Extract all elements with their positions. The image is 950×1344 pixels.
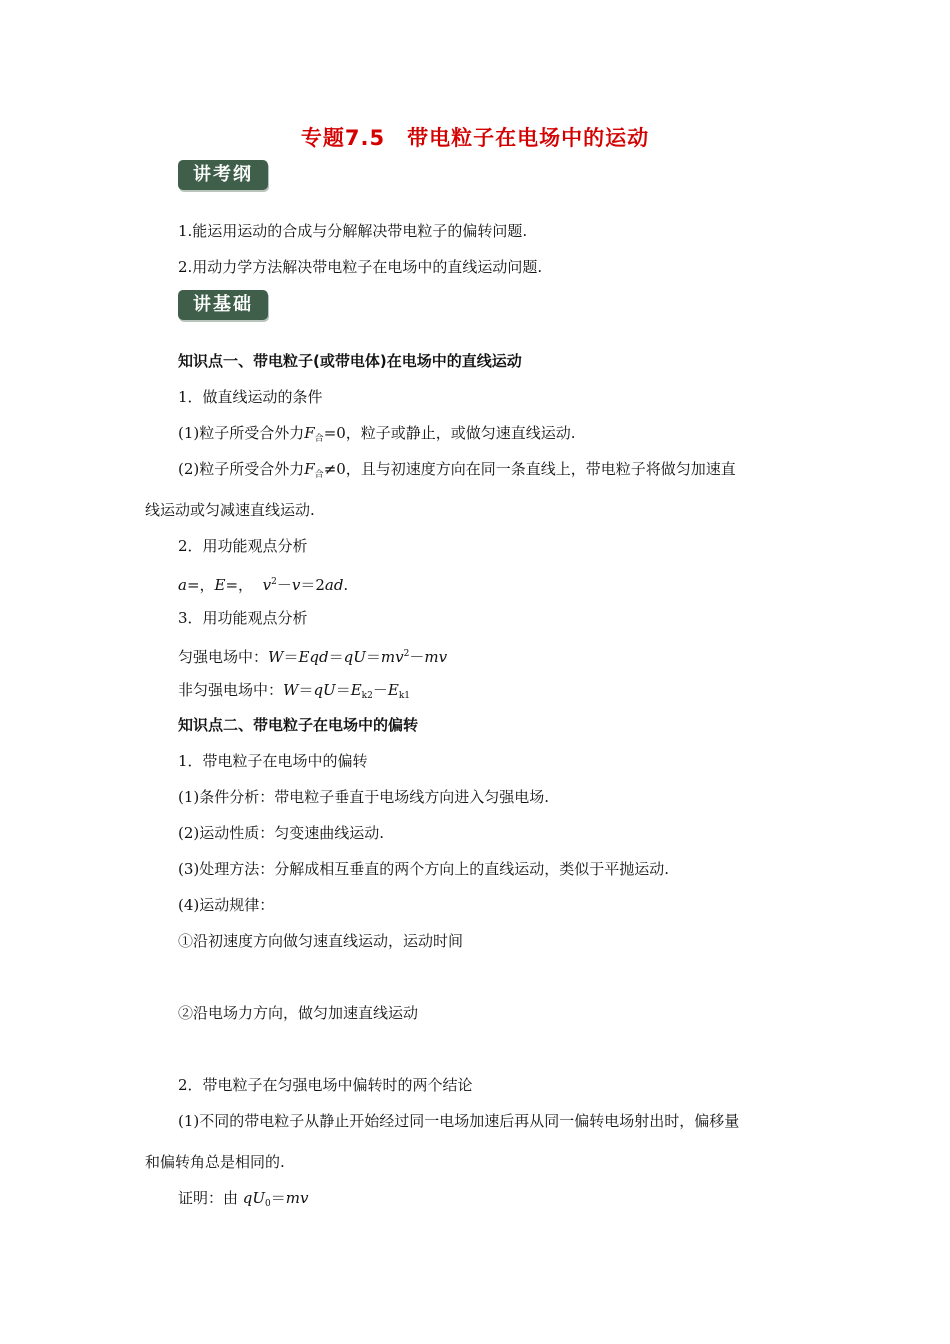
eq: ad	[324, 576, 344, 594]
kaogang-item-1: 1.能运用运动的合成与分解解决带电粒子的偏转问题.	[178, 222, 528, 240]
kp2-rule-2: ②沿电场力方向，做匀加速直线运动	[178, 1004, 419, 1022]
kp1-condition-1	[178, 423, 576, 449]
eq: a	[178, 576, 187, 594]
eq: v	[291, 576, 301, 594]
eq: E	[214, 576, 226, 594]
kp2-subheading-2: 2．带电粒子在匀强电场中偏转时的两个结论	[178, 1076, 473, 1094]
kp2-item-1: (1)条件分析：带电粒子垂直于电场线方向进入匀强电场.	[178, 788, 550, 806]
eq: W	[268, 648, 284, 666]
symbol-F: F	[304, 424, 315, 442]
eq: E	[387, 681, 399, 699]
text: ≠0，且与初速度方向在同一条直线上，带电粒子将做匀加速直	[323, 460, 736, 478]
page-title: 专题7.5 带电粒子在电场中的运动	[300, 126, 650, 150]
eq: －	[409, 648, 425, 666]
superscript-2: 2	[271, 577, 277, 587]
kp1-condition-2	[178, 459, 736, 485]
eq: qU	[343, 648, 366, 666]
section-badge-kaogang: 讲考纲	[178, 160, 268, 190]
eq: ＝	[365, 648, 381, 666]
subscript-k2: k2	[361, 691, 373, 701]
eq: mv	[380, 648, 404, 666]
kp1-uniform-field	[178, 644, 447, 667]
eq: =，	[186, 576, 215, 594]
eq: Eqd	[298, 648, 329, 666]
eq: ＝	[270, 1189, 286, 1207]
kaogang-item-2: 2.用动力学方法解决带电粒子在电场中的直线运动问题.	[178, 258, 543, 276]
label: 匀强电场中：	[178, 648, 269, 666]
kp1-condition-2-cont: 线运动或匀减速直线运动.	[145, 501, 315, 519]
text: (2)粒子所受合外力	[178, 460, 305, 478]
eq: －	[372, 681, 388, 699]
subscript-he: 合	[314, 434, 324, 444]
section-badge-jichu: 讲基础	[178, 290, 268, 320]
eq: E	[350, 681, 362, 699]
kp1-subheading-1: 1．做直线运动的条件	[178, 388, 323, 406]
subscript-he: 合	[314, 470, 324, 480]
eq: qU	[242, 1189, 266, 1207]
text: (1)粒子所受合外力	[178, 424, 305, 442]
kp2-rule-1: ①沿初速度方向做匀速直线运动，运动时间	[178, 932, 464, 950]
subscript-0: 0	[265, 1199, 271, 1209]
eq: v	[262, 576, 272, 594]
superscript-2: 2	[403, 649, 410, 659]
text: 证明：由	[178, 1189, 239, 1207]
kp2-item-3: (3)处理方法：分解成相互垂直的两个方向上的直线运动，类似于平抛运动.	[178, 860, 670, 878]
eq: qU	[313, 681, 336, 699]
kp1-equation	[178, 572, 348, 595]
eq: =，	[225, 576, 254, 594]
eq: mv	[285, 1189, 309, 1207]
eq: ＝	[335, 681, 351, 699]
kp2-subheading-1: 1．带电粒子在电场中的偏转	[178, 752, 368, 770]
eq: W	[283, 681, 299, 699]
kp2-conclusion-1: (1)不同的带电粒子从静止开始经过同一电场加速后再从同一偏转电场射出时，偏移量	[178, 1112, 740, 1130]
kp1-nonuniform-field	[178, 680, 410, 706]
eq: ＝	[283, 648, 299, 666]
kp2-proof	[178, 1188, 309, 1214]
symbol-F: F	[304, 460, 315, 478]
eq: －	[276, 576, 292, 594]
label: 非匀强电场中：	[178, 681, 284, 699]
eq: mv	[424, 648, 448, 666]
kp2-conclusion-1-cont: 和偏转角总是相同的.	[145, 1153, 285, 1171]
kp1-heading: 知识点一、带电粒子(或带电体)在电场中的直线运动	[178, 352, 522, 370]
eq: ＝	[328, 648, 344, 666]
text: =0，粒子或静止，或做匀速直线运动.	[323, 424, 576, 442]
kp1-subheading-3: 3．用功能观点分析	[178, 609, 308, 627]
subscript-k1: k1	[398, 691, 411, 701]
eq: ＝	[298, 681, 314, 699]
eq: ＝2	[300, 576, 325, 594]
eq: .	[343, 576, 349, 594]
kp2-heading: 知识点二、带电粒子在电场中的偏转	[178, 716, 419, 734]
kp2-item-4: (4)运动规律：	[178, 896, 275, 914]
kp2-item-2: (2)运动性质：匀变速曲线运动.	[178, 824, 385, 842]
kp1-subheading-2: 2．用功能观点分析	[178, 537, 308, 555]
